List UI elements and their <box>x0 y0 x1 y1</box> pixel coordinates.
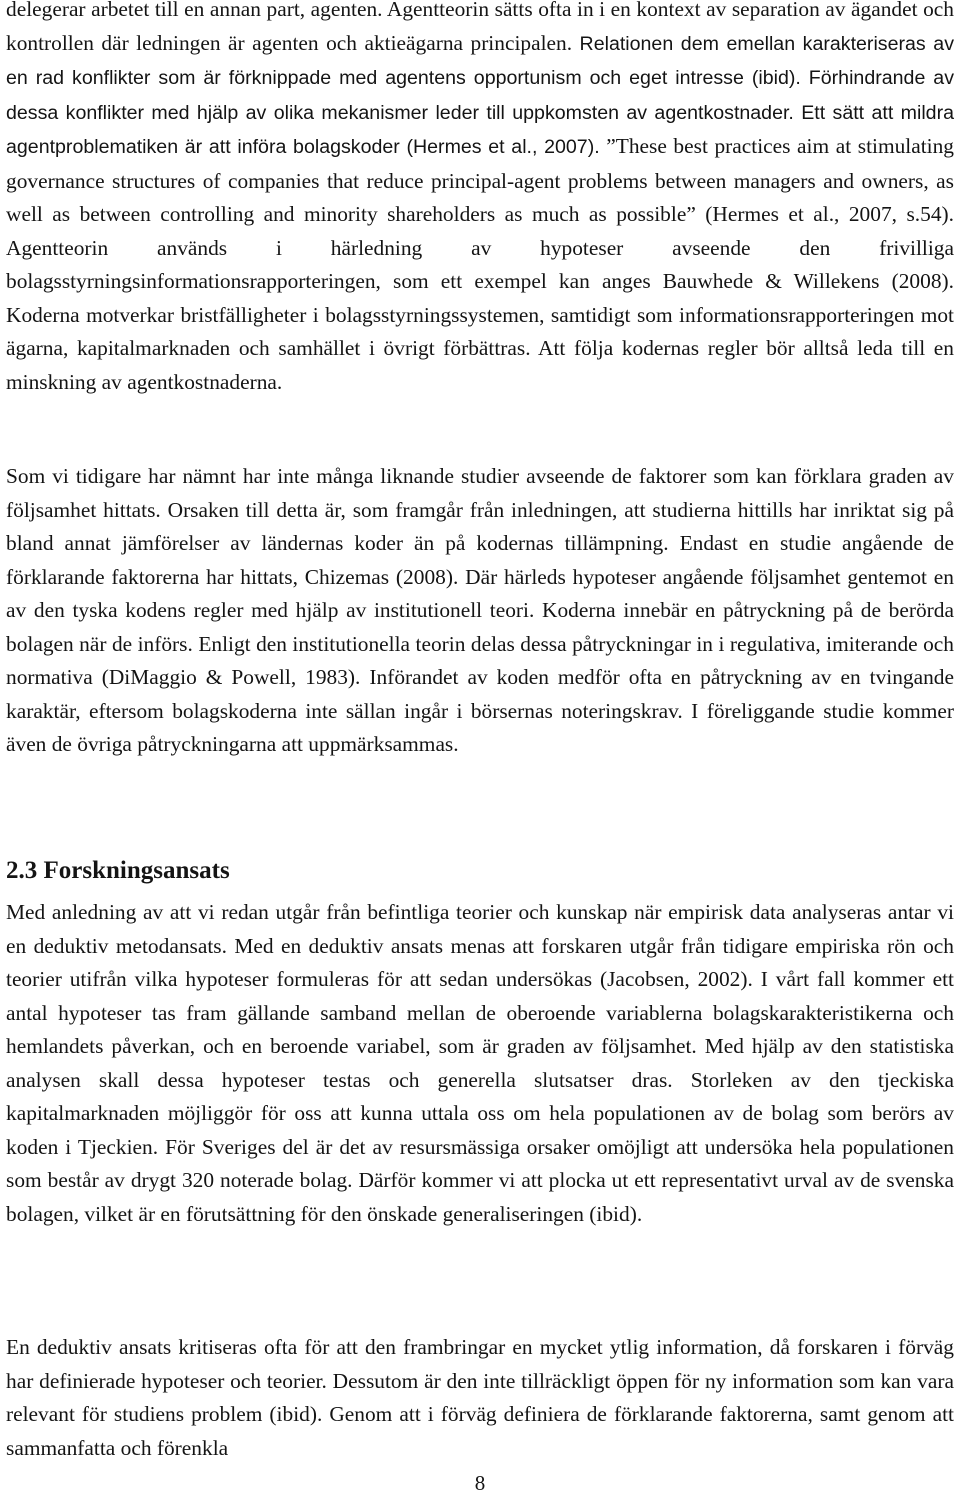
paragraph-text-sans: Relationen dem emellan karakteriseras av en rad konflikter som är förknippade med agentens opportunism och eget intresse (ibid). Förhindrande av dessa konflikter med hjälp av olika mekanismer leder till uppkomsten av agentkostnader. Ett sätt att mildra agentproblematiken är att införa bolagskoder (Hermes et al., 2007). <box>6 32 954 158</box>
body-paragraph: En deduktiv ansats kritiseras ofta för att den frambringar en mycket ytlig information, då forskaren i förväg har definierade hypoteser och teorier. Dessutom är den inte tillräckligt öppen för ny information som kan vara relevant för studiens problem (ibid). Genom att i förväg definiera de förklarande faktorerna, samt genom att sammanfatta och förenkla <box>6 1335 954 1460</box>
section-heading: 2.3 Forskningsansats <box>6 857 230 884</box>
paragraph-text: delegerar arbetet till en annan part, agenten. Agentteorin sätts ofta in i en kontext av separation av ägandet och kontrollen där ledningen är agenten och aktieägarna principalen. <box>6 0 954 55</box>
body-paragraph: Som vi tidigare har nämnt har inte många liknande studier avseende de faktorer som kan förklara graden av följsamhet hittats. Orsaken till detta är, som framgår från inledningen, att studierna hittills har inriktat sig på bland annat jämförelser av ländernas koder än på kodernas tillämpning. Endast en studie angående de förklarande faktorerna har hittats, Chizemas (2008). Där härleds hypoteser angående följsamhet gentemot en av den tyska kodens regler med hjälp av institutionell teori. Koderna innebär en påtryckning på de berörda bolagen när de införs. Enligt den institutionella teorin delas dessa påtryckningar in i regulativa, imiterande och normativa (DiMaggio & Powell, 1983). Införandet av koden medför ofta en påtryckning av en tvingande karaktär, eftersom bolagskoderna inte sällan ingår i börsernas noteringskrav. I föreliggande studie kommer även de övriga påtryckningarna att uppmärksammas. <box>6 464 954 756</box>
paragraph-text: ”These best practices aim at stimulating governance structures of companies that reduce principal-agent problems between managers and owners, as well as between controlling and minority shareholders as much as possible” (Hermes et al., 2007, s.54). Agentteorin används i härledning av hypoteser avseende den frivilliga bolagsstyrningsinformationsrapporteringen, som ett exempel kan anges Bauwhede & Willekens (2008). Koderna motverkar bristfälligheter i bolagsstyrningssystemen, samtidigt som informationsrapporteringen mot ägarna, kapitalmarknaden och samhället i övrigt förbättras. Att följa kodernas regler bör alltså leda till en minskning av agentkostnaderna. <box>6 134 955 394</box>
page-number: 8 <box>474 1471 486 1495</box>
body-paragraph <box>6 0 954 399</box>
body-paragraph: Med anledning av att vi redan utgår från befintliga teorier och kunskap när empirisk data analyseras antar vi en deduktiv metodansats. Med en deduktiv ansats menas att forskaren utgår från tidigare empiriska rön och teorier utifrån vilka hypoteser formuleras för att sedan undersökas (Jacobsen, 2002). I vårt fall kommer ett antal hypoteser tas fram gällande samband mellan de oberoende variablerna bolagskarakteristikerna och hemlandets påverkan, och en beroende variabel, som är graden av följsamhet. Med hjälp av den statistiska analysen skall dessa hypoteser testas och generella slutsatser dras. Storleken av den tjeckiska kapitalmarknaden möjliggör för oss att kunna uttala oss om hela populationen av de bolag som berörs av koden i Tjeckien. För Sveriges del är det av resursmässiga orsaker omöjligt att undersöka hela populationen som består av drygt 320 noterade bolag. Därför kommer vi att plocka ut ett representativt urval av de svenska bolagen, vilket är en förutsättning för den önskade generaliseringen (ibid). <box>6 900 954 1226</box>
